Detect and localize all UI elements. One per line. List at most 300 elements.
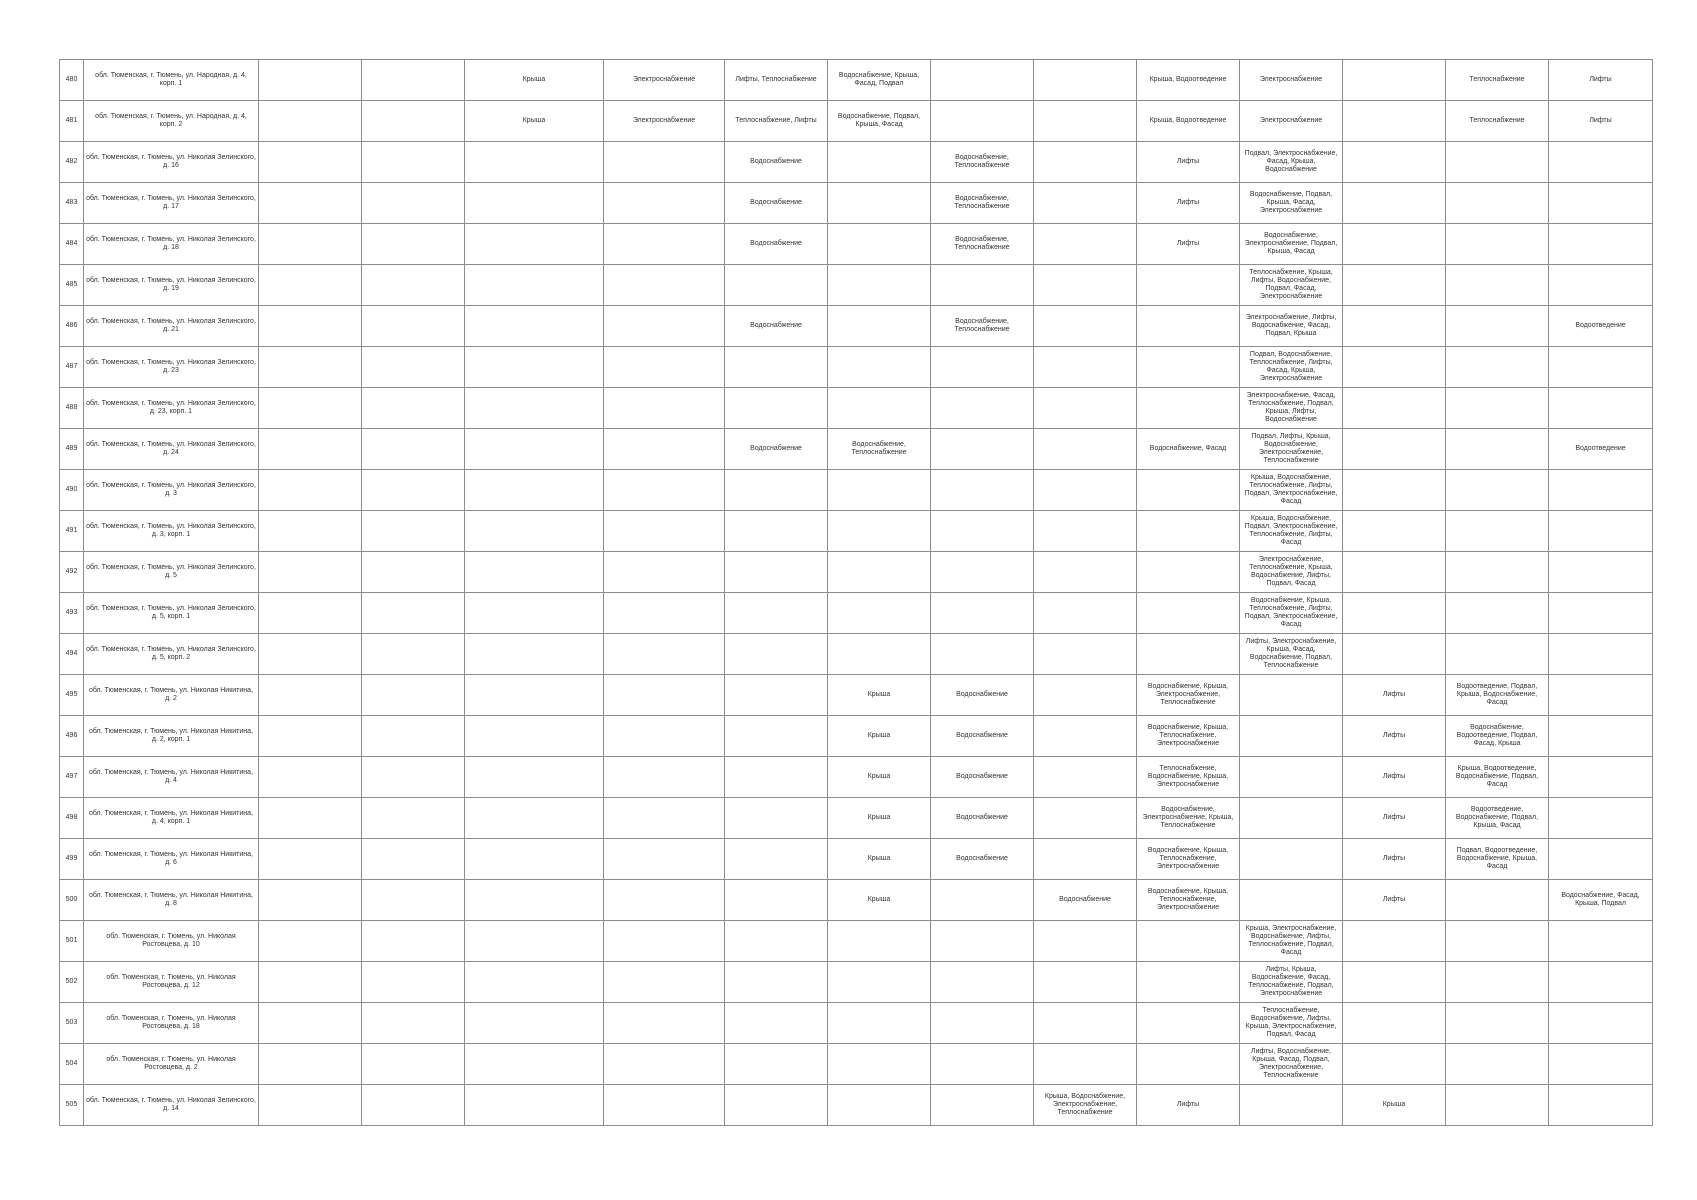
work-type-cell [1034,798,1137,839]
work-type-cell [1446,347,1549,388]
work-type-cell: Водоснабжение, Теплоснабжение [931,183,1034,224]
work-type-cell [1240,757,1343,798]
work-type-cell: Лифты [1549,101,1653,142]
work-type-cell [362,306,465,347]
work-type-cell [259,265,362,306]
work-type-cell [259,1044,362,1085]
work-type-cell [259,962,362,1003]
work-type-cell [1034,1044,1137,1085]
work-type-cell [1034,142,1137,183]
table-row [60,716,1653,757]
work-type-cell [1034,962,1137,1003]
work-type-cell [931,60,1034,101]
address-cell: обл. Тюменская, г. Тюмень, ул. Николая Зелинского, д. 21 [84,306,259,347]
work-type-cell [1240,839,1343,880]
work-type-cell [362,60,465,101]
table-row [60,798,1653,839]
work-type-cell [725,1044,828,1085]
work-type-cell [259,921,362,962]
row-number-cell: 505 [60,1085,84,1126]
work-type-cell: Электроснабжение, Лифты, Водоснабжение, Фасад, Подвал, Крыша [1240,306,1343,347]
work-type-cell [1034,101,1137,142]
work-type-cell [725,552,828,593]
work-type-cell [1446,1085,1549,1126]
work-type-cell [465,142,604,183]
table-row [60,921,1653,962]
table-row [60,183,1653,224]
work-type-cell [725,880,828,921]
table-row [60,1044,1653,1085]
work-type-cell [465,429,604,470]
work-type-cell: Водоотведение, Водоснабжение, Подвал, Крыша, Фасад [1446,798,1549,839]
work-type-cell: Крыша, Водоотведение [1137,60,1240,101]
table-row [60,880,1653,921]
work-type-cell [1343,1003,1446,1044]
work-type-cell [1343,593,1446,634]
work-type-cell [604,1044,725,1085]
row-number-cell: 500 [60,880,84,921]
work-type-cell: Теплоснабжение, Водоснабжение, Крыша, Электроснабжение [1137,757,1240,798]
work-type-cell: Водоснабжение, Фасад, Крыша, Подвал [1549,880,1653,921]
work-type-cell [1137,388,1240,429]
table-row [60,593,1653,634]
table-row [60,265,1653,306]
work-type-cell [725,1003,828,1044]
work-type-cell [725,593,828,634]
work-type-cell [259,675,362,716]
work-type-cell: Крыша [828,757,931,798]
work-type-cell [1034,839,1137,880]
work-type-cell [604,593,725,634]
work-type-cell [1446,921,1549,962]
work-type-cell [362,142,465,183]
work-type-cell [465,470,604,511]
work-type-cell [1549,224,1653,265]
work-type-cell [828,962,931,1003]
work-type-cell [362,593,465,634]
work-type-cell: Водоснабжение, Крыша, Фасад, Подвал [828,60,931,101]
work-type-cell [828,306,931,347]
work-type-cell [1549,1003,1653,1044]
work-type-cell: Водоснабжение [931,839,1034,880]
work-type-cell [604,880,725,921]
table-row [60,101,1653,142]
work-type-cell: Водоснабжение [725,306,828,347]
work-type-cell: Водоснабжение, Крыша, Теплоснабжение, Электроснабжение [1137,839,1240,880]
work-type-cell [1549,716,1653,757]
work-type-cell: Крыша, Водоснабжение, Теплоснабжение, Лифты, Подвал, Электроснабжение, Фасад [1240,470,1343,511]
work-type-cell [828,1003,931,1044]
work-type-cell [604,1003,725,1044]
row-number-cell: 480 [60,60,84,101]
table-row [60,1085,1653,1126]
work-type-cell [1034,552,1137,593]
work-type-cell [1446,470,1549,511]
table-row [60,552,1653,593]
work-type-cell [465,839,604,880]
work-type-cell [465,388,604,429]
address-cell: обл. Тюменская, г. Тюмень, ул. Николая Ростовцева, д. 18 [84,1003,259,1044]
table-row [60,224,1653,265]
work-type-cell [362,921,465,962]
work-type-cell [1343,183,1446,224]
row-number-cell: 483 [60,183,84,224]
work-type-cell [465,921,604,962]
table-row [60,511,1653,552]
work-type-cell [1446,962,1549,1003]
work-type-cell: Теплоснабжение, Лифты [725,101,828,142]
work-type-cell: Электроснабжение, Фасад, Теплоснабжение, Подвал, Крыша, Лифты, Водоснабжение [1240,388,1343,429]
work-type-cell [1446,429,1549,470]
work-type-cell: Крыша, Электроснабжение, Водоснабжение, Лифты, Теплоснабжение, Подвал, Фасад [1240,921,1343,962]
work-type-cell: Лифты, Теплоснабжение [725,60,828,101]
work-type-cell [1446,511,1549,552]
work-type-cell [828,224,931,265]
work-type-cell [362,511,465,552]
work-type-cell [465,552,604,593]
work-type-cell: Водоснабжение, Электроснабжение, Подвал, Крыша, Фасад [1240,224,1343,265]
work-type-cell [1549,1044,1653,1085]
work-type-cell [725,839,828,880]
work-type-cell [1240,880,1343,921]
work-type-cell [362,265,465,306]
work-type-cell [1549,962,1653,1003]
work-type-cell [259,552,362,593]
work-type-cell [1549,921,1653,962]
work-type-cell: Подвал, Водоотведение, Водоснабжение, Крыша, Фасад [1446,839,1549,880]
work-type-cell [259,593,362,634]
work-type-cell [362,1003,465,1044]
work-type-cell [828,1044,931,1085]
work-type-cell [259,142,362,183]
work-type-cell [604,757,725,798]
table-row [60,675,1653,716]
work-type-cell [931,880,1034,921]
work-type-cell [931,388,1034,429]
work-type-cell [931,962,1034,1003]
work-type-cell [1446,306,1549,347]
address-cell: обл. Тюменская, г. Тюмень, ул. Николая Никитина, д. 4 [84,757,259,798]
table-row [60,962,1653,1003]
work-type-cell: Водоснабжение, Подвал, Крыша, Фасад, Электроснабжение [1240,183,1343,224]
work-type-cell [931,429,1034,470]
work-type-cell: Водоснабжение, Теплоснабжение [828,429,931,470]
work-type-cell [1446,880,1549,921]
work-type-cell [931,265,1034,306]
work-type-cell: Лифты [1549,60,1653,101]
work-type-cell: Лифты [1137,224,1240,265]
work-type-cell [259,60,362,101]
work-type-cell [1343,634,1446,675]
work-type-cell [1137,265,1240,306]
work-type-cell [1240,798,1343,839]
work-type-cell: Водоснабжение, Крыша, Электроснабжение, Теплоснабжение [1137,675,1240,716]
work-type-cell [259,511,362,552]
work-type-cell: Крыша [828,716,931,757]
work-type-cell [1034,757,1137,798]
work-type-cell [828,511,931,552]
work-type-cell [259,347,362,388]
address-cell: обл. Тюменская, г. Тюмень, ул. Народная, д. 4, корп. 2 [84,101,259,142]
work-type-cell [1446,1003,1549,1044]
work-type-cell [1034,306,1137,347]
table-row [60,634,1653,675]
work-type-cell [259,388,362,429]
row-number-cell: 481 [60,101,84,142]
work-type-cell [1034,388,1137,429]
work-type-cell [362,347,465,388]
address-cell: обл. Тюменская, г. Тюмень, ул. Николая Никитина, д. 6 [84,839,259,880]
work-type-cell [1034,1003,1137,1044]
work-type-cell [362,552,465,593]
work-type-cell: Крыша [465,101,604,142]
address-cell: обл. Тюменская, г. Тюмень, ул. Николая Ростовцева, д. 2 [84,1044,259,1085]
address-cell: обл. Тюменская, г. Тюмень, ул. Николая Никитина, д. 4, корп. 1 [84,798,259,839]
work-type-cell: Лифты [1343,675,1446,716]
work-type-cell [1137,470,1240,511]
work-type-cell [362,757,465,798]
table-row [60,388,1653,429]
work-type-cell [1137,1003,1240,1044]
work-type-cell: Теплоснабжение, Крыша, Лифты, Водоснабжение, Подвал, Фасад, Электроснабжение [1240,265,1343,306]
work-type-cell [1034,347,1137,388]
work-type-cell [259,634,362,675]
table-row [60,1003,1653,1044]
work-type-cell [1549,798,1653,839]
work-type-cell [259,716,362,757]
work-type-cell [604,429,725,470]
work-type-cell: Водоснабжение, Теплоснабжение [931,224,1034,265]
work-type-cell [1446,634,1549,675]
work-type-cell: Электроснабжение [604,101,725,142]
work-type-cell [1343,142,1446,183]
work-type-cell: Лифты [1137,1085,1240,1126]
row-number-cell: 489 [60,429,84,470]
work-type-cell [259,183,362,224]
work-type-cell [604,265,725,306]
row-number-cell: 486 [60,306,84,347]
work-type-cell: Теплоснабжение [1446,101,1549,142]
work-type-cell [725,962,828,1003]
work-type-cell: Лифты, Электроснабжение, Крыша, Фасад, Водоснабжение, Подвал, Теплоснабжение [1240,634,1343,675]
address-cell: обл. Тюменская, г. Тюмень, ул. Николая Зелинского, д. 24 [84,429,259,470]
table-row [60,757,1653,798]
work-type-cell [604,634,725,675]
work-type-cell [828,593,931,634]
table-row [60,347,1653,388]
work-type-cell [828,552,931,593]
work-type-cell [1137,634,1240,675]
work-type-cell [465,962,604,1003]
work-type-cell: Электроснабжение [1240,60,1343,101]
work-type-cell [1034,265,1137,306]
work-type-cell: Лифты, Водоснабжение, Крыша, Фасад, Подвал, Электроснабжение, Теплоснабжение [1240,1044,1343,1085]
work-type-cell [604,1085,725,1126]
work-type-cell [1343,921,1446,962]
work-type-cell: Водоснабжение [725,142,828,183]
work-type-cell [1343,224,1446,265]
row-number-cell: 485 [60,265,84,306]
work-type-cell [725,716,828,757]
work-type-cell [1137,593,1240,634]
work-type-cell [1549,593,1653,634]
work-type-cell [604,511,725,552]
work-type-cell [465,1085,604,1126]
work-type-cell [465,265,604,306]
work-type-cell [1549,388,1653,429]
work-type-cell [1549,757,1653,798]
work-type-cell [931,593,1034,634]
work-type-cell [1446,1044,1549,1085]
table-row [60,429,1653,470]
work-type-cell [1343,429,1446,470]
table-row [60,60,1653,101]
work-type-cell [1034,60,1137,101]
row-number-cell: 484 [60,224,84,265]
work-type-cell [828,142,931,183]
work-type-cell [1446,593,1549,634]
work-type-cell: Электроснабжение, Теплоснабжение, Крыша, Водоснабжение, Лифты, Подвал, Фасад [1240,552,1343,593]
work-type-cell [465,183,604,224]
work-type-cell [362,224,465,265]
work-type-cell [362,1044,465,1085]
work-type-cell [604,675,725,716]
work-type-cell [1549,265,1653,306]
work-type-cell: Крыша, Водоотведение [1137,101,1240,142]
work-type-cell [1137,511,1240,552]
work-type-cell: Водоснабжение, Крыша, Теплоснабжение, Электроснабжение [1137,716,1240,757]
work-type-cell [931,634,1034,675]
work-type-cell: Водоснабжение [725,183,828,224]
work-type-cell [604,716,725,757]
work-type-cell [1446,183,1549,224]
work-type-cell [1446,142,1549,183]
work-type-cell [931,921,1034,962]
work-type-cell [725,265,828,306]
row-number-cell: 493 [60,593,84,634]
work-type-cell [1549,552,1653,593]
work-type-cell [604,552,725,593]
work-type-cell [1034,593,1137,634]
work-type-cell: Лифты [1343,839,1446,880]
work-type-cell: Лифты [1343,716,1446,757]
work-type-cell [828,388,931,429]
work-type-cell [828,265,931,306]
work-type-cell [259,757,362,798]
work-type-cell: Подвал, Лифты, Крыша, Водоснабжение, Электроснабжение, Теплоснабжение [1240,429,1343,470]
work-type-cell [1446,388,1549,429]
work-type-cell: Подвал, Водоснабжение, Теплоснабжение, Лифты, Фасад, Крыша, Электроснабжение [1240,347,1343,388]
work-type-cell [828,1085,931,1126]
work-type-cell [1137,552,1240,593]
work-type-cell [465,224,604,265]
work-type-cell: Крыша [828,880,931,921]
work-type-cell [604,470,725,511]
work-type-cell: Водоснабжение [931,757,1034,798]
work-type-cell: Крыша [828,839,931,880]
work-type-cell [465,675,604,716]
work-type-cell: Крыша, Водоотведение, Водоснабжение, Подвал, Фасад [1446,757,1549,798]
work-type-cell [1446,265,1549,306]
work-type-cell [362,880,465,921]
work-type-cell: Водоснабжение, Теплоснабжение [931,142,1034,183]
work-type-cell [1446,552,1549,593]
work-type-cell [1240,675,1343,716]
address-cell: обл. Тюменская, г. Тюмень, ул. Николая Зелинского, д. 5, корп. 2 [84,634,259,675]
work-type-cell [1034,921,1137,962]
work-type-cell [465,880,604,921]
work-type-cell [828,183,931,224]
work-type-cell: Теплоснабжение, Водоснабжение, Лифты, Крыша, Электроснабжение, Подвал, Фасад [1240,1003,1343,1044]
work-type-cell [725,347,828,388]
work-type-cell [362,675,465,716]
work-type-cell: Водоснабжение [931,675,1034,716]
work-type-cell: Водоснабжение, Подвал, Крыша, Фасад [828,101,931,142]
work-type-cell [1549,839,1653,880]
work-type-cell [604,921,725,962]
row-number-cell: 490 [60,470,84,511]
work-type-cell [259,224,362,265]
work-type-cell [604,962,725,1003]
work-type-cell [465,634,604,675]
work-type-cell [465,1003,604,1044]
work-type-cell [604,347,725,388]
data-table [59,59,1653,1126]
work-type-cell [1034,716,1137,757]
work-type-cell: Водоснабжение [931,798,1034,839]
table-row [60,839,1653,880]
row-number-cell: 488 [60,388,84,429]
work-type-cell: Водоснабжение [931,716,1034,757]
work-type-cell [604,798,725,839]
work-type-cell: Водоотведение [1549,306,1653,347]
work-type-cell: Водоснабжение [1034,880,1137,921]
address-cell: обл. Тюменская, г. Тюмень, ул. Николая Зелинского, д. 19 [84,265,259,306]
work-type-cell [362,716,465,757]
work-type-cell [465,593,604,634]
work-type-cell [931,470,1034,511]
work-type-cell [259,839,362,880]
row-number-cell: 491 [60,511,84,552]
work-type-cell [1343,101,1446,142]
work-type-cell [604,839,725,880]
work-type-cell [259,880,362,921]
table-body [60,60,1653,1126]
work-type-cell [725,388,828,429]
work-type-cell [604,142,725,183]
work-type-cell [1549,634,1653,675]
work-type-cell [465,511,604,552]
work-type-cell [259,429,362,470]
work-type-cell [931,101,1034,142]
work-type-cell [725,1085,828,1126]
work-type-cell [1034,224,1137,265]
work-type-cell [1549,347,1653,388]
work-type-cell: Водоснабжение, Электроснабжение, Крыша, Теплоснабжение [1137,798,1240,839]
row-number-cell: 492 [60,552,84,593]
work-type-cell: Крыша [828,798,931,839]
work-type-cell [362,470,465,511]
address-cell: обл. Тюменская, г. Тюмень, ул. Николая Никитина, д. 2 [84,675,259,716]
address-cell: обл. Тюменская, г. Тюмень, ул. Николая Никитина, д. 2, корп. 1 [84,716,259,757]
work-type-cell [465,757,604,798]
work-type-cell [725,757,828,798]
work-type-cell [465,798,604,839]
address-cell: обл. Тюменская, г. Тюмень, ул. Николая Зелинского, д. 23 [84,347,259,388]
work-type-cell [362,183,465,224]
work-type-cell [828,921,931,962]
work-type-cell [259,798,362,839]
